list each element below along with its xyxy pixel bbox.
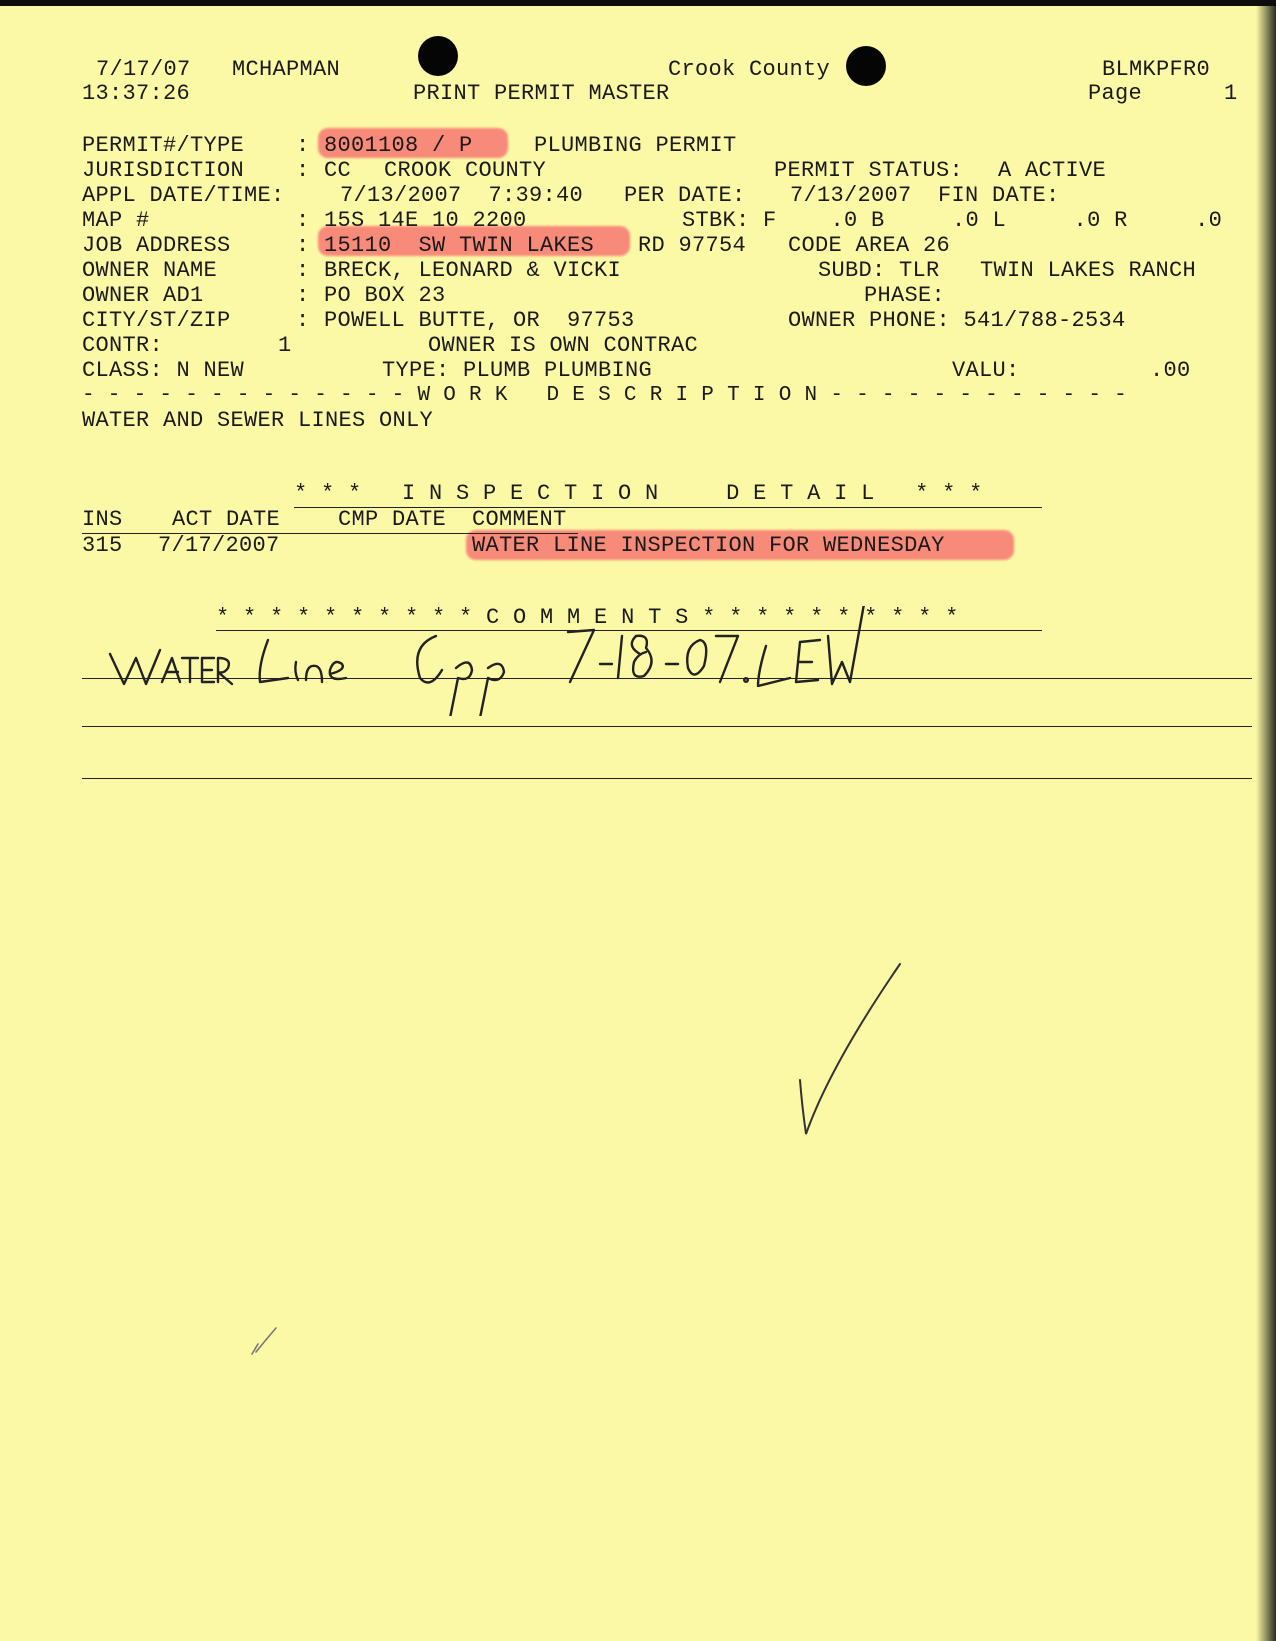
program-id: BLMKPFR0 [1102, 57, 1211, 82]
row-act-date: 7/17/2007 [158, 533, 280, 558]
permit-status-value: A ACTIVE [998, 158, 1107, 183]
contractor-value: 1 [278, 333, 292, 358]
jurisdiction-name: CROOK COUNTY [384, 158, 547, 183]
valuation-label: VALU: [952, 358, 1020, 383]
handwritten-approval-note [90, 606, 890, 716]
col-header-comment: COMMENT [472, 507, 567, 532]
colon: : [296, 233, 310, 258]
col-header-ins: INS [82, 507, 123, 532]
code-area: CODE AREA 26 [788, 233, 951, 258]
col-header-cmp-date: CMP DATE [338, 507, 447, 532]
comments-title: * * * * * * * * * * C O M M E N T S * * * * * * * * * * [216, 605, 959, 630]
work-description-divider: - - - - - - - - - - - - - W O R K D E S C R I P T I O N - - - - - - - - - - - - [82, 384, 1128, 407]
colon: : [296, 258, 310, 283]
print-date: 7/17/07 [96, 57, 191, 82]
owner-name-value: BRECK, LEONARD & VICKI [324, 258, 622, 283]
contractor-label: CONTR: [82, 333, 164, 358]
col-header-act-date: ACT DATE [172, 507, 281, 532]
colon: : [296, 283, 310, 308]
owner-ad1-label: OWNER AD1 [82, 283, 204, 308]
subdivision: SUBD: TLR TWIN LAKES RANCH [818, 258, 1197, 283]
stray-pen-mark [246, 1322, 286, 1362]
class-value: CLASS: N NEW [82, 358, 245, 383]
job-address-rest: RD 97754 [638, 233, 747, 258]
row-ins: 315 [82, 533, 123, 558]
print-time: 13:37:26 [82, 81, 191, 106]
comment-line-3 [82, 778, 1252, 779]
colon: : [296, 158, 310, 183]
appl-date-value: 7/13/2007 7:39:40 [340, 183, 584, 208]
colon: : [296, 308, 310, 333]
county-name: Crook County [668, 57, 831, 82]
owner-phone: OWNER PHONE: 541/788-2534 [788, 308, 1126, 333]
check-mark [790, 956, 910, 1136]
phase-label: PHASE: [864, 283, 946, 308]
city-label: CITY/ST/ZIP [82, 308, 231, 333]
page-number: 1 [1224, 81, 1238, 106]
contractor-desc: OWNER IS OWN CONTRAC [428, 333, 699, 358]
permit-printout-page [0, 6, 1276, 1641]
valuation-value: .00 [1150, 358, 1191, 383]
type-value: TYPE: PLUMB PLUMBING [382, 358, 653, 383]
permit-number: 8001108 / P [324, 133, 473, 158]
punch-hole-right [846, 46, 886, 86]
city-value: POWELL BUTTE, OR 97753 [324, 308, 635, 333]
appl-date-label: APPL DATE/TIME: [82, 183, 285, 208]
punch-hole-left [418, 36, 458, 76]
inspection-detail-title: * * * I N S P E C T I O N D E T A I L * * * [294, 481, 983, 506]
print-user: MCHAPMAN [232, 57, 341, 82]
permit-status-label: PERMIT STATUS: [774, 158, 964, 183]
report-title: PRINT PERMIT MASTER [413, 81, 670, 106]
colon: : [296, 208, 310, 233]
setback-values: STBK: F .0 B .0 L .0 R .0 [682, 208, 1223, 233]
map-value: 15S 14E 10 2200 [324, 208, 527, 233]
job-address-label: JOB ADDRESS [82, 233, 231, 258]
owner-ad1-value: PO BOX 23 [324, 283, 446, 308]
page-label: Page [1088, 81, 1143, 106]
fin-date-label: FIN DATE: [938, 183, 1060, 208]
map-label: MAP # [82, 208, 150, 233]
colon: : [296, 133, 310, 158]
jurisdiction-code: CC [324, 158, 352, 183]
job-address-main: 15110 SW TWIN LAKES [324, 233, 595, 258]
jurisdiction-label: JURISDICTION [82, 158, 245, 183]
row-comment: WATER LINE INSPECTION FOR WEDNESDAY [472, 533, 945, 558]
permit-desc: PLUMBING PERMIT [534, 133, 737, 158]
owner-name-label: OWNER NAME [82, 258, 218, 283]
work-description-text: WATER AND SEWER LINES ONLY [82, 408, 434, 433]
permit-type-label: PERMIT#/TYPE [82, 133, 245, 158]
per-date-value: 7/13/2007 [790, 183, 912, 208]
per-date-label: PER DATE: [624, 183, 746, 208]
comment-line-2 [82, 726, 1252, 727]
